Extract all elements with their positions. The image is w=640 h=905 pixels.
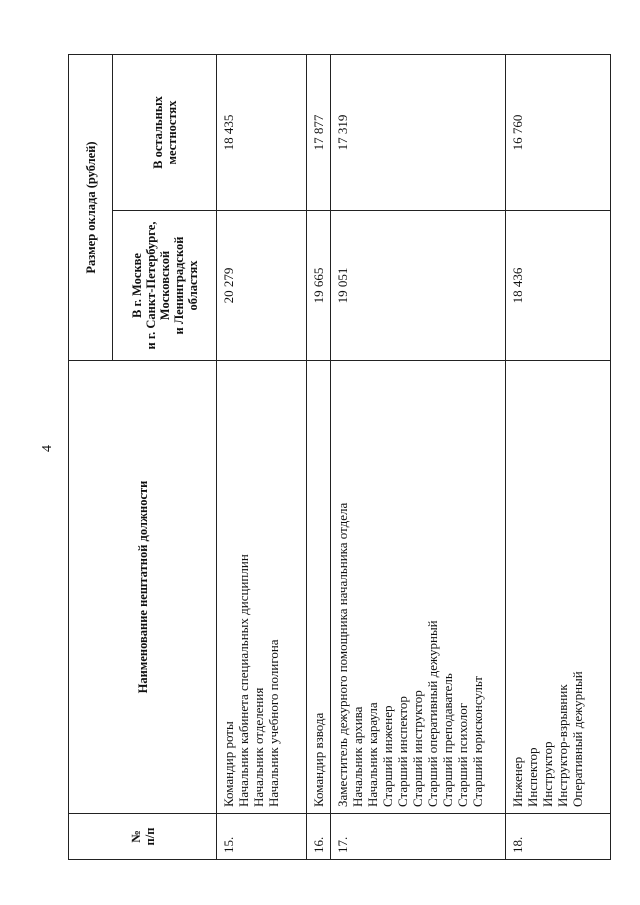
salary-moscow: 19 665 xyxy=(307,211,331,361)
position-name: Старший преподаватель xyxy=(440,673,455,807)
row-number: 16. xyxy=(307,814,331,860)
salary-table xyxy=(68,54,611,860)
salary-other: 16 760 xyxy=(506,55,611,211)
position-name: Старший инспектор xyxy=(395,696,410,807)
header-num: № п/п xyxy=(69,814,217,860)
position-name: Оперативный дежурный xyxy=(570,671,585,807)
position-name: Инженер xyxy=(510,756,525,807)
header-other: В остальных местностях xyxy=(113,55,217,211)
position-name: Начальник караула xyxy=(365,702,380,807)
table-row xyxy=(307,55,331,860)
position-name: Старший инструктор xyxy=(410,690,425,807)
salary-other: 17 877 xyxy=(307,55,331,211)
page-number: 4 xyxy=(40,445,55,452)
row-number: 15. xyxy=(217,814,307,860)
header-salary-group: Размер оклада (рублей) xyxy=(69,55,113,361)
salary-moscow: 18 436 xyxy=(506,211,611,361)
position-name: Старший оперативный дежурный xyxy=(425,620,440,807)
table-row xyxy=(506,55,611,860)
header-moscow: В г. Москве и г. Санкт-Петербурге, Московской и Ленинградской областях xyxy=(113,211,217,361)
position-name: Начальник архива xyxy=(350,706,365,807)
row-positions xyxy=(307,361,331,814)
position-name: Старший психолог xyxy=(455,702,470,807)
table-row xyxy=(217,55,307,860)
position-name: Заместитель дежурного помощника начальника отдела xyxy=(335,502,350,807)
row-number: 18. xyxy=(506,814,611,860)
header-position-name: Наименование нештатной должности xyxy=(69,361,217,814)
salary-table-wrapper xyxy=(68,55,608,860)
position-name: Командир роты xyxy=(221,721,236,807)
salary-moscow: 20 279 xyxy=(217,211,307,361)
position-name: Инструктор xyxy=(540,741,555,807)
salary-moscow: 19 051 xyxy=(331,211,506,361)
position-name: Начальник учебного полигона xyxy=(266,639,281,807)
position-name: Старший юрисконсульт xyxy=(470,676,485,807)
position-name: Старший инженер xyxy=(380,705,395,807)
position-name: Командир взвода xyxy=(311,712,326,807)
position-name: Начальник кабинета специальных дисциплин xyxy=(236,554,251,807)
position-name: Инспектор xyxy=(525,747,540,807)
salary-other: 17 319 xyxy=(331,55,506,211)
row-positions xyxy=(331,361,506,814)
position-name: Инструктор-взрывник xyxy=(555,684,570,807)
row-positions xyxy=(217,361,307,814)
row-positions xyxy=(506,361,611,814)
position-name: Начальник отделения xyxy=(251,687,266,807)
table-row xyxy=(331,55,506,860)
row-number: 17. xyxy=(331,814,506,860)
salary-other: 18 435 xyxy=(217,55,307,211)
header-row xyxy=(69,55,113,860)
